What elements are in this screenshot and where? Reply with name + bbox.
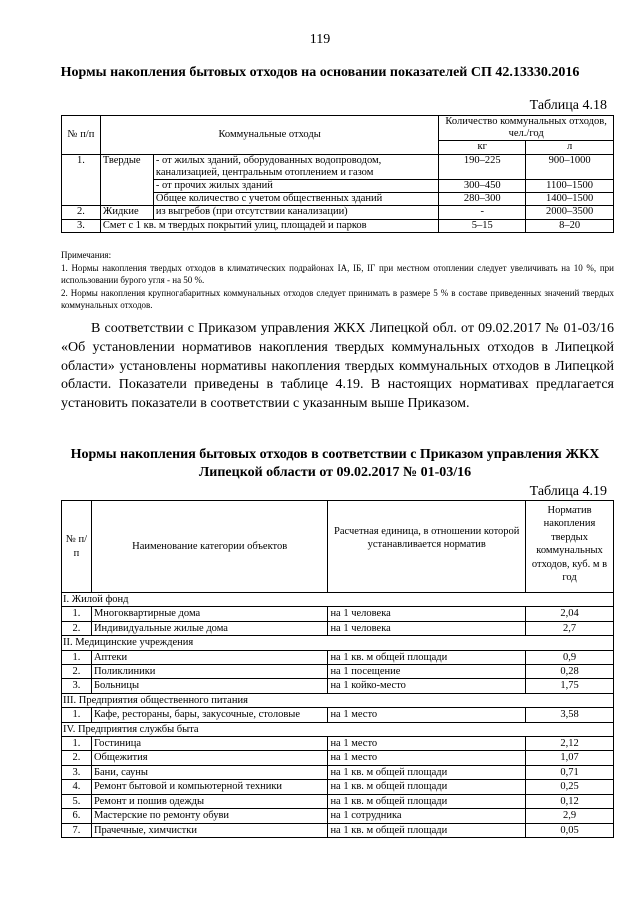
table1-title: Нормы накопления бытовых отходов на основании показателей СП 42.13330.2016 — [60, 65, 580, 80]
note-1: 1. Нормы накопления твердых отходов в климатических подрайонах IA, IБ, IГ при местном отоплении следует увеличивать на 10 %, при использовании бурого угля - на 50 %. — [61, 262, 614, 285]
table-row: Общее количество с учетом общественных зданий 280–300 1400–1500 — [62, 193, 614, 206]
t1-header-quantity: Количество коммунальных отходов, чел./год — [439, 116, 614, 141]
cell-num: 1. — [62, 737, 92, 751]
notes-heading: Примечания: — [61, 250, 112, 260]
cell-unit: на 1 посещение — [328, 665, 526, 679]
cell-name: Бани, сауны — [91, 765, 328, 779]
cell-value: 0,25 — [526, 780, 614, 794]
t2-header-num: № п/п — [62, 501, 92, 593]
cell-unit: на 1 сотрудника — [328, 809, 526, 823]
page-number: 119 — [309, 32, 331, 47]
cell-value: 0,9 — [526, 650, 614, 664]
cell-name: Ремонт и пошив одежды — [91, 794, 328, 808]
cell-name: Многоквартирные дома — [91, 607, 328, 621]
table-row — [62, 607, 614, 621]
cell-value: 3,58 — [526, 708, 614, 722]
cell-value: 2,12 — [526, 737, 614, 751]
cell-unit: на 1 кв. м общей площади — [328, 765, 526, 779]
section-row — [62, 722, 614, 736]
cell-num: 3. — [62, 679, 92, 693]
cell-value: 0,28 — [526, 665, 614, 679]
table-row — [62, 665, 614, 679]
section-title: IV. Предприятия службы быта — [62, 722, 614, 736]
table-row: 1. Твердые - от жилых зданий, оборудованных водопроводом, канализацией, центральным отоплением и газом 190–225 900–1000 — [62, 154, 614, 179]
table2-caption: Таблица 4.19 — [529, 484, 607, 499]
cell-num: 1. — [62, 708, 92, 722]
table-row — [62, 708, 614, 722]
cell-num: 2. — [62, 751, 92, 765]
cell-name: Индивидуальные жилые дома — [91, 621, 328, 635]
table2-title: Нормы накопления бытовых отходов в соответствии с Приказом управления ЖКХ Липецкой области от 09.02.2017 № 01-03/16 — [70, 447, 600, 480]
t1-header-kg: кг — [439, 141, 526, 154]
cell-value: 0,71 — [526, 765, 614, 779]
cell-unit: на 1 кв. м общей площади — [328, 823, 526, 837]
table-4-19 — [61, 500, 614, 838]
table-row — [62, 823, 614, 837]
cell-name: Ремонт бытовой и компьютерной техники — [91, 780, 328, 794]
cell-name: Кафе, рестораны, бары, закусочные, столовые — [91, 708, 328, 722]
cell-value: 0,12 — [526, 794, 614, 808]
table-row — [62, 780, 614, 794]
section-title: II. Медицинские учреждения — [62, 636, 614, 650]
cell-num: 2. — [62, 621, 92, 635]
cell-name: Больницы — [91, 679, 328, 693]
section-row — [62, 636, 614, 650]
section-title: III. Предприятия общественного питания — [62, 693, 614, 707]
cell-value: 1,75 — [526, 679, 614, 693]
t1-header-num: № п/п — [62, 116, 101, 155]
cell-num: 2. — [62, 665, 92, 679]
cell-name: Прачечные, химчистки — [91, 823, 328, 837]
cell-unit: на 1 койко-место — [328, 679, 526, 693]
cell-unit: на 1 кв. м общей площади — [328, 650, 526, 664]
table-row — [62, 679, 614, 693]
cell-unit: на 1 человека — [328, 621, 526, 635]
table-row — [62, 809, 614, 823]
cell-num: 3. — [62, 765, 92, 779]
t2-header-unit: Расчетная единица, в отношении которой устанавливается норматив — [328, 501, 526, 593]
table-4-18 — [61, 115, 614, 233]
cell-num: 6. — [62, 809, 92, 823]
table1-notes — [61, 249, 614, 312]
table-row — [62, 765, 614, 779]
t2-header-norm: Норматив накопления твердых коммунальных отходов, куб. м в год — [526, 501, 614, 593]
cell-name: Аптеки — [91, 650, 328, 664]
section-row — [62, 693, 614, 707]
cell-name: Поликлиники — [91, 665, 328, 679]
cell-name: Гостиница — [91, 737, 328, 751]
t1-header-waste: Коммунальные отходы — [100, 116, 438, 155]
note-2: 2. Нормы накопления крупногабаритных коммунальных отходов следует принимать в размере 5 % в составе приведенных значений твердых коммунальных отходов. — [61, 287, 614, 310]
section-row — [62, 593, 614, 607]
cell-num: 5. — [62, 794, 92, 808]
cell-value: 0,05 — [526, 823, 614, 837]
cell-unit: на 1 кв. м общей площади — [328, 794, 526, 808]
cell-num: 1. — [62, 650, 92, 664]
table-row: 3. Смет с 1 кв. м твердых покрытий улиц, площадей и парков 5–15 8–20 — [62, 219, 614, 232]
t2-header-category: Наименование категории объектов — [91, 501, 328, 593]
cell-name: Общежития — [91, 751, 328, 765]
body-paragraph: В соответствии с Приказом управления ЖКХ Липецкой обл. от 09.02.2017 № 01-03/16 «Об установлении нормативов накопления твердых коммунальных отходов в Липецкой области» установлены нормативы накопления твердых коммунальных отходов в Липецкой области. Показатели приведены в таблице 4.19. В настоящих нормативах предлагается установить показатели в соответствии с указанным выше Приказом. — [61, 321, 614, 412]
cell-unit: на 1 место — [328, 708, 526, 722]
table-row — [62, 794, 614, 808]
cell-num: 7. — [62, 823, 92, 837]
section-title: I. Жилой фонд — [62, 593, 614, 607]
cell-name: Мастерские по ремонту обуви — [91, 809, 328, 823]
table-row: 2. Жидкие из выгребов (при отсутствии канализации) - 2000–3500 — [62, 206, 614, 219]
table-row — [62, 621, 614, 635]
table-row — [62, 751, 614, 765]
table1-caption: Таблица 4.18 — [529, 98, 607, 113]
cell-value: 2,9 — [526, 809, 614, 823]
cell-num: 4. — [62, 780, 92, 794]
cell-value: 2,7 — [526, 621, 614, 635]
cell-unit: на 1 место — [328, 751, 526, 765]
table-row — [62, 737, 614, 751]
table-row — [62, 650, 614, 664]
cell-value: 2,04 — [526, 607, 614, 621]
cell-unit: на 1 кв. м общей площади — [328, 780, 526, 794]
cell-value: 1,07 — [526, 751, 614, 765]
cell-num: 1. — [62, 607, 92, 621]
table-row: - от прочих жилых зданий 300–450 1100–1500 — [62, 180, 614, 193]
t1-header-l: л — [526, 141, 614, 154]
cell-unit: на 1 человека — [328, 607, 526, 621]
cell-unit: на 1 место — [328, 737, 526, 751]
